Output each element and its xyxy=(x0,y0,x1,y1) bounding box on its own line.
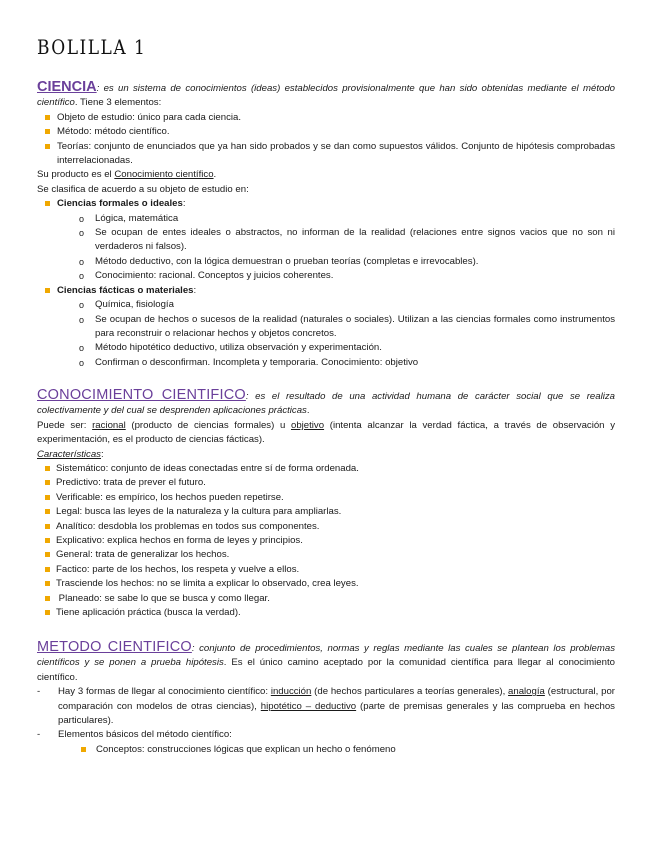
classify-line: Se clasifica de acuerdo a su objeto de estudio en: xyxy=(37,183,249,195)
square-bullet-icon xyxy=(45,509,50,514)
square-bullet-icon xyxy=(81,747,86,752)
list-item: Sistemático: conjunto de ideas conectadas entre sí de forma ordenada. xyxy=(37,462,615,476)
product-line: Su producto es el Conocimiento científico. xyxy=(37,169,217,181)
list-item: Objeto de estudio: único para cada ciencia. xyxy=(37,111,615,125)
list-item: - Elementos básicos del método científico: xyxy=(37,728,615,742)
ciencia-heading: CIENCIA xyxy=(37,79,97,95)
square-bullet-icon xyxy=(45,538,50,543)
ciencia-definition-end: . Tiene 3 elementos: xyxy=(74,97,162,109)
caracteristicas-label: Características: xyxy=(37,448,104,460)
list-item-formales: Ciencias formales o ideales: xyxy=(37,197,615,211)
list-item: Conceptos: construcciones lógicas que explican un hecho o fenómeno xyxy=(37,743,615,757)
ciencia-section xyxy=(37,80,615,370)
page-title: BOLILLA 1 xyxy=(37,36,147,60)
list-item: Planeado: se sabe lo que se busca y como llegar. xyxy=(37,592,615,606)
puede-ser-line: Puede ser: racional (producto de ciencias formales) u objetivo (intenta alcanzar la verdad fáctica, a través de observación y experimentación, es el producto de ciencias fácticas). xyxy=(37,419,615,446)
dash-bullet-icon: - xyxy=(37,686,41,698)
list-item: Tiene aplicación práctica (busca la verdad). xyxy=(37,606,615,620)
list-item: o Confirman o desconfirman. Incompleta y temporaria. Conocimiento: objetivo xyxy=(37,356,615,370)
circle-bullet-icon: o xyxy=(79,271,85,282)
conocimiento-link: Conocimiento científico xyxy=(114,169,214,181)
square-bullet-icon xyxy=(45,480,50,485)
list-item: o Conocimiento: racional. Conceptos y juicios coherentes. xyxy=(37,269,615,283)
list-item: Método: método científico. xyxy=(37,125,615,139)
square-bullet-icon xyxy=(45,466,50,471)
square-bullet-icon xyxy=(45,567,50,572)
list-item: o Se ocupan de hechos o sucesos de la realidad (naturales o sociales). Utilizan a las ciencias formales como instrumentos para reconstruir o relacionar hechos y objetos concretos. xyxy=(79,313,615,339)
circle-bullet-icon: o xyxy=(79,343,85,354)
list-item: o Lógica, matemática xyxy=(37,212,615,226)
circle-bullet-icon: o xyxy=(79,228,85,239)
list-item: Factico: parte de los hechos, los respeta y vuelve a ellos. xyxy=(37,563,615,577)
conocimiento-definition: : es el resultado de una actividad humana de carácter social que se realiza colectivamente y del cual se desprenden aplicaciones prácticas xyxy=(37,391,615,417)
circle-bullet-icon: o xyxy=(79,213,85,224)
list-item: Explicativo: explica hechos en forma de leyes y principios. xyxy=(37,534,615,548)
list-item-facticas: Ciencias fácticas o materiales: xyxy=(37,284,615,298)
metodo-intro: METODO CIENTIFICO: conjunto de procedimientos, normas y reglas mediante las cuales se plantean los problemas científicos y se ponen a prueba hipótesis. Es el único camino aceptado por la comunidad científica para llegar al conocimiento científico. xyxy=(37,639,615,683)
list-item: o Método deductivo, con la lógica demuestran o prueban teorías (completas e irrevocables). xyxy=(37,255,615,269)
list-item: - Hay 3 formas de llegar al conocimiento científico: inducción (de hechos particulares a teorías generales), analogía (estructural, por comparación con modelos de otras ciencias), hipotético – deductivo (parte de premisas generales y las comprueba en hechos particulares). xyxy=(37,686,615,727)
list-item: o Química, fisiología xyxy=(37,298,615,312)
square-bullet-icon xyxy=(45,610,50,615)
conocimiento-section xyxy=(37,388,615,621)
metodo-definition: : conjunto de procedimientos, normas y reglas mediante las cuales se plantean los problemas científicos y se ponen a prueba hipótesis xyxy=(37,643,615,669)
square-bullet-icon xyxy=(45,129,50,134)
ciencia-intro xyxy=(37,80,615,111)
list-item: Analítico: desdobla los problemas en todos sus componentes. xyxy=(37,520,615,534)
square-bullet-icon xyxy=(45,552,50,557)
list-item: Teorías: conjunto de enunciados que ya han sido probados y se dan como supuestos válidos. Conjunto de hipótesis comprobadas interrelacionadas. xyxy=(37,140,615,169)
list-item: Legal: busca las leyes de la naturaleza y la cultura para ampliarlas. xyxy=(37,505,615,519)
circle-bullet-icon: o xyxy=(79,314,85,325)
square-bullet-icon xyxy=(45,288,50,293)
square-bullet-icon xyxy=(45,596,50,601)
metodo-heading: METODO CIENTIFICO xyxy=(37,639,192,655)
square-bullet-icon xyxy=(45,115,50,120)
list-item: Predictivo: trata de prever el futuro. xyxy=(37,476,615,490)
circle-bullet-icon: o xyxy=(79,357,85,368)
list-item: o Método hipotético deductivo, utiliza observación y experimentación. xyxy=(37,341,615,355)
list-item: Verificable: es empírico, los hechos pueden repetirse. xyxy=(37,491,615,505)
circle-bullet-icon: o xyxy=(79,300,85,311)
ciencia-definition: : es un sistema de conocimientos (ideas) establecidos provisionalmente que han sido obtenidas mediante el método científico xyxy=(37,83,615,109)
list-item: o Se ocupan de entes ideales o abstractos, no informan de la realidad (relaciones entre signos vacios que no son ni verdaderos ni falsos). xyxy=(79,227,615,253)
square-bullet-icon xyxy=(45,495,50,500)
square-bullet-icon xyxy=(45,581,50,586)
dash-bullet-icon: - xyxy=(37,729,41,741)
square-bullet-icon xyxy=(45,144,50,149)
list-item: Trasciende los hechos: no se limita a explicar lo observado, crea leyes. xyxy=(37,577,615,591)
metodo-section xyxy=(37,640,615,757)
conocimiento-intro: CONOCIMIENTO CIENTIFICO: es el resultado de una actividad humana de carácter social que se realiza colectivamente y del cual se desprenden aplicaciones prácticas. xyxy=(37,387,615,417)
list-item: General: trata de generalizar los hechos. xyxy=(37,548,615,562)
square-bullet-icon xyxy=(45,524,50,529)
conocimiento-heading: CONOCIMIENTO CIENTIFICO xyxy=(37,387,246,403)
circle-bullet-icon: o xyxy=(79,256,85,267)
square-bullet-icon xyxy=(45,201,50,206)
